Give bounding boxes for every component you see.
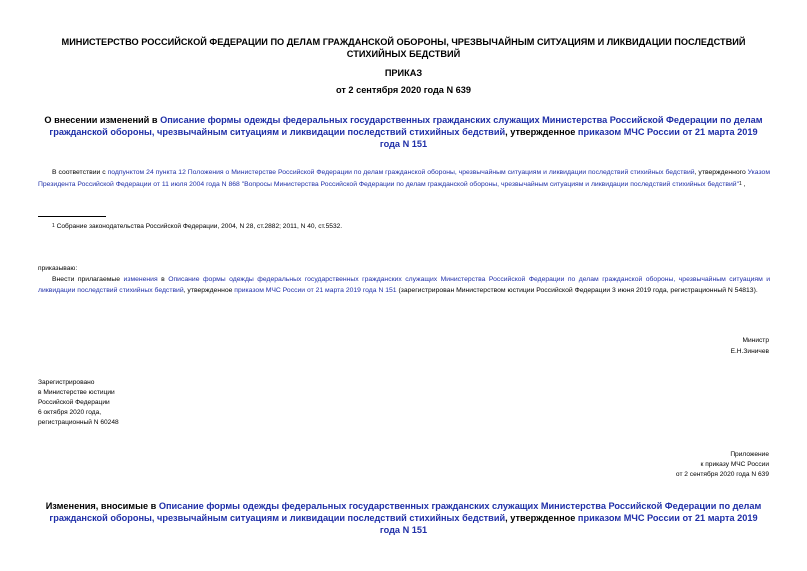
preamble-link-decree[interactable]: Указом Президента Российской Федерации от 11 июля 2004 года N 868 "Вопросы Министерства Российской Федерации по делам гражданской обороны, чрезвычайным ситуациям и ликвидации последствий стихийных бедствий" xyxy=(38,169,771,188)
preamble-footnote-mark: 1 xyxy=(739,180,742,187)
registration-line-5: регистрационный N 60248 xyxy=(38,419,119,426)
appendix-line-3: от 2 сентября 2020 года N 639 xyxy=(675,471,769,478)
footnote-text: Собрание законодательства Российской Федерации, 2004, N 28, ст.2882; 2011, N 40, ст.5532. xyxy=(54,223,343,230)
changes-title-middle: , утвержденное xyxy=(505,513,578,523)
doc-date-number: от 2 сентября 2020 года N 639 xyxy=(335,85,471,95)
order-title xyxy=(40,114,767,150)
signature-name: Е.Н.Зиничев xyxy=(730,348,769,355)
footnote xyxy=(52,221,342,232)
changes-title-prefix: Изменения, вносимые в xyxy=(45,501,159,511)
order-link-changes[interactable]: изменения xyxy=(123,276,158,283)
changes-title-link-order-151[interactable]: приказом МЧС России от 21 марта 2019 года N 151 xyxy=(379,513,758,535)
appendix-line-2: к приказу МЧС России xyxy=(700,461,769,468)
order-text-3: , утвержденное xyxy=(183,286,235,294)
order-text-4: (зарегистрирован Министерством юстиции Российской Федерации 3 июня 2019 года, регистрационный N 54813). xyxy=(396,286,758,294)
order-paragraph xyxy=(38,275,770,296)
order-title-link-description[interactable]: Описание формы одежды федеральных государственных гражданских служащих Министерства Российской Федерации по делам гражданской обороны, чрезвычайным ситуациям и ликвидации последствий стихийных бедствий xyxy=(49,115,763,137)
order-link-order-151[interactable]: приказом МЧС России от 21 марта 2019 года N 151 xyxy=(234,286,397,294)
preamble-text-4: , xyxy=(741,180,746,188)
appendix-line-1: Приложение xyxy=(730,451,769,458)
footnote-divider xyxy=(38,216,106,217)
order-text-1: Внести прилагаемые xyxy=(52,276,124,283)
changes-title xyxy=(40,500,767,536)
preamble-text-1: В соответствии с xyxy=(52,169,108,176)
registration-line-1: Зарегистрировано xyxy=(38,379,95,386)
doc-type: ПРИКАЗ xyxy=(384,68,423,78)
preamble-paragraph xyxy=(38,168,770,190)
order-title-middle: , утвержденное xyxy=(505,127,578,137)
signature-position: Министр xyxy=(742,337,769,344)
preamble-link-regulation[interactable]: подпунктом 24 пункта 12 Положения о Министерстве Российской Федерации по делам гражданской обороны, чрезвычайным ситуациям и ликвидации последствий стихийных бедствий xyxy=(107,169,695,176)
registration-line-3: Российской Федерации xyxy=(38,399,110,406)
order-text-2: в xyxy=(157,276,169,283)
registration-line-2: в Министерстве юстиции xyxy=(38,389,115,396)
preamble-text-2: , утвержденного xyxy=(694,169,748,176)
order-title-prefix: О внесении изменений в xyxy=(44,115,161,125)
registration-line-4: 6 октября 2020 года, xyxy=(38,409,102,416)
order-link-description[interactable]: Описание формы одежды федеральных государственных гражданских служащих Министерства Российской Федерации по делам гражданской обороны, чрезвычайным ситуациям и ликвидации последствий стихийных бедствий xyxy=(38,276,771,294)
order-title-link-order-151[interactable]: приказом МЧС России от 21 марта 2019 года N 151 xyxy=(379,127,758,149)
footnote-mark: 1 xyxy=(52,223,55,229)
changes-title-link-description[interactable]: Описание формы одежды федеральных государственных гражданских служащих Министерства Российской Федерации по делам гражданской обороны, чрезвычайным ситуациям и ликвидации последствий стихийных бедствий xyxy=(49,501,762,523)
order-label: приказываю: xyxy=(38,265,78,272)
ministry-header: МИНИСТЕРСТВО РОССИЙСКОЙ ФЕДЕРАЦИИ ПО ДЕЛАМ ГРАЖДАНСКОЙ ОБОРОНЫ, ЧРЕЗВЫЧАЙНЫМ СИТУАЦИЯМ И ЛИКВИДАЦИИ ПОСЛЕДСТВИЙ СТИХИЙНЫХ БЕДСТВИЙ xyxy=(61,37,746,59)
